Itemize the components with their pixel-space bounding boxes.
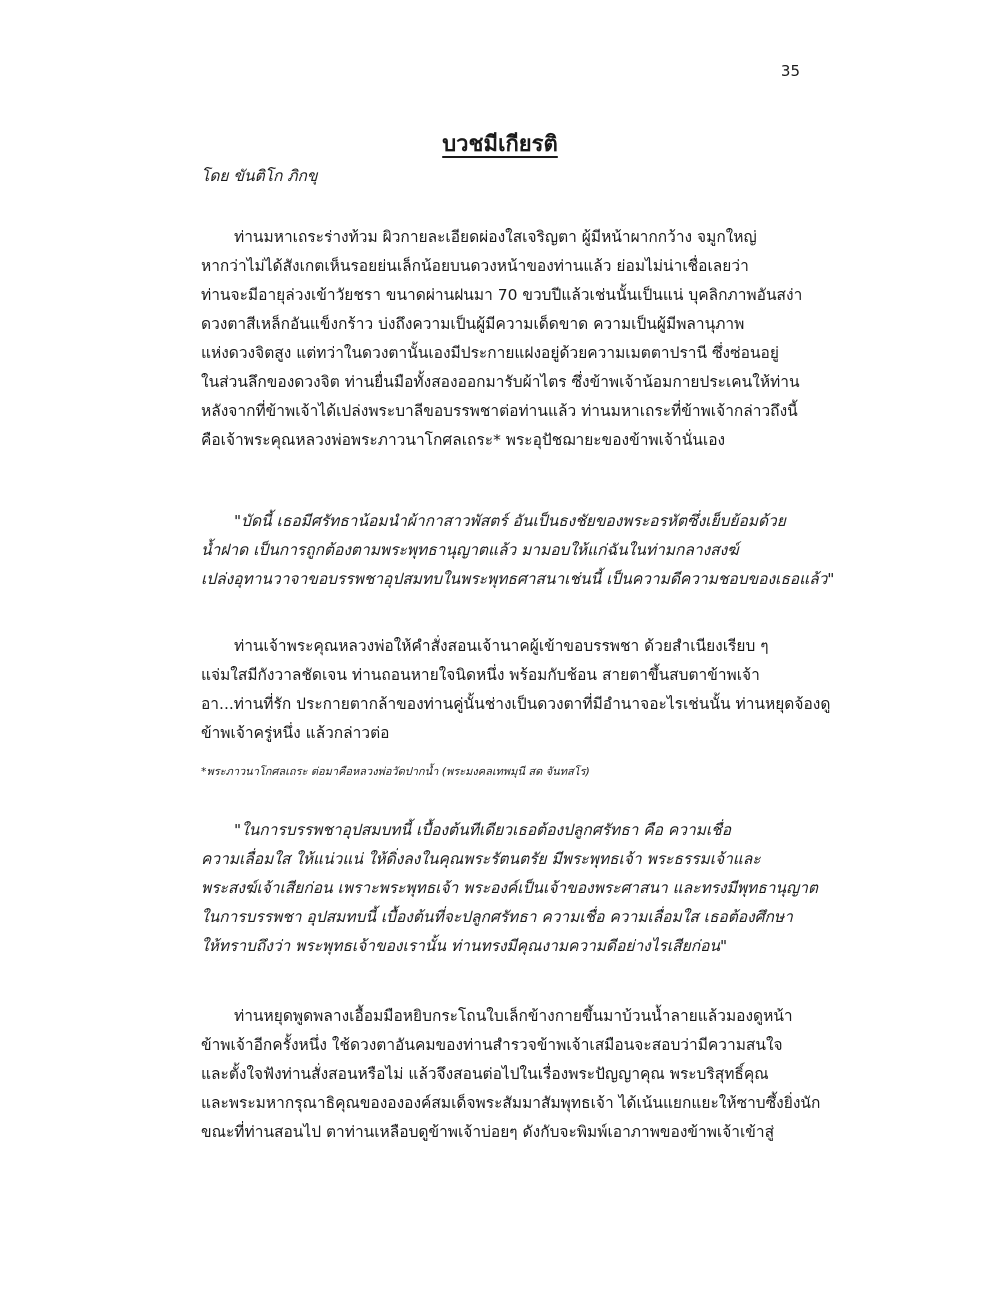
paragraph-line: ท่านหยุดพูดพลางเอื้อมมือหยิบกระโถนใบเล็กข้างกายขึ้นมาบ้วนน้ำลายแล้วมองดูหน้า (234, 1007, 793, 1025)
paragraph-line: ข้าพเจ้าครู่หนึ่ง แล้วกล่าวต่อ (201, 724, 390, 742)
paragraph-line: ในส่วนลึกของดวงจิต ท่านยื่นมือทั้งสองออกมารับผ้าไตร ซึ่งข้าพเจ้าน้อมกายประเคนให้ท่าน (201, 373, 800, 391)
paragraph-line: และตั้งใจฟังท่านสั่งสอนหรือไม่ แล้วจึงสอนต่อไปในเรื่องพระปัญญาคุณ พระบริสุทธิ์คุณ (201, 1065, 769, 1083)
paragraph-2 (201, 632, 831, 748)
page-number: 35 (780, 62, 800, 80)
quote-line: น้ำฝาด เป็นการถูกต้องตามพระพุทธานุญาตแล้ว มามอบให้แก่ฉันในท่ามกลางสงฆ์ (201, 541, 739, 559)
paragraph-3 (201, 1002, 821, 1147)
paragraph-line: แจ่มใสมีกังวาลชัดเจน ท่านถอนหายใจนิดหนึ่ง พร้อมกับช้อน สายตาขึ้นสบตาข้าพเจ้า (201, 666, 760, 684)
quote-line: ในการบรรพชา อุปสมทบนี้ เบื้องต้นที่จะปลูกศรัทธา ความเชื่อ ความเลื่อมใส เธอต้องศึกษา (201, 908, 793, 926)
quote-line: "ในการบรรพชาอุปสมบทนี้ เบื้องต้นทีเดียวเธอต้องปลูกศรัทธา คือ ความเชื่อ (234, 821, 732, 839)
quote-line: ให้ทราบถึงว่า พระพุทธเจ้าของเรานั้น ท่านทรงมีคุณงามความดีอย่างไรเสียก่อน" (201, 937, 728, 955)
page-title: บวชมีเกียรติ (442, 132, 558, 157)
paragraph-line: คือเจ้าพระคุณหลวงพ่อพระภาวนาโกศลเถระ* พระอุปัชฌายะของข้าพเจ้านั่นเอง (201, 431, 726, 449)
paragraph-line: และพระมหากรุณาธิคุณของององค์สมเด็จพระสัมมาสัมพุทธเจ้า ได้เน้นแยกแยะให้ซาบซึ้งยิ่งนัก (201, 1094, 821, 1112)
quote-paragraph-1 (201, 507, 835, 594)
paragraph-line: ขณะที่ท่านสอนไป ตาท่านเหลือบดูข้าพเจ้าบ่อยๆ ดังกับจะพิมพ์เอาภาพของข้าพเจ้าเข้าสู่ (201, 1123, 775, 1141)
paragraph-line: ท่านเจ้าพระคุณหลวงพ่อให้คำสั่งสอนเจ้านาคผู้เข้าขอบรรพชา ด้วยสำเนียงเรียบ ๆ (234, 637, 769, 655)
quote-paragraph-2 (201, 816, 821, 961)
quote-line: "บัดนี้ เธอมีศรัทธาน้อมนำผ้ากาสาวพัสตร์ อันเป็นธงชัยของพระอรหัตซึ่งเย็บย้อมด้วย (234, 512, 786, 530)
footnote: *พระภาวนาโกศลเถระ ต่อมาคือหลวงพ่อวัดปากน้ำ (พระมงคลเทพมุนี สด จันทสโร) (201, 765, 590, 778)
author-byline: โดย ขันติโก ภิกขุ (201, 167, 318, 185)
paragraph-line: หากว่าไม่ได้สังเกตเห็นรอยย่นเล็กน้อยบนดวงหน้าของท่านแล้ว ย่อมไม่น่าเชื่อเลยว่า (201, 257, 749, 275)
paragraph-1 (201, 223, 821, 455)
paragraph-line: ข้าพเจ้าอีกครั้งหนึ่ง ใช้ดวงตาอันคมของท่านสำรวจข้าพเจ้าเสมือนจะสอบว่ามีความสนใจ (201, 1036, 783, 1054)
quote-line: พระสงฆ์เจ้าเสียก่อน เพราะพระพุทธเจ้า พระองค์เป็นเจ้าของพระศาสนา และทรงมีพุทธานุญาต (201, 879, 818, 897)
paragraph-line: ท่านจะมีอายุล่วงเข้าวัยชรา ขนาดผ่านฝนมา 70 ขวบปีแล้วเช่นนั้นเป็นแน่ บุคลิกภาพอันสง่า (201, 286, 803, 304)
paragraph-line: หลังจากที่ข้าพเจ้าได้เปล่งพระบาลีขอบรรพชาต่อท่านแล้ว ท่านมหาเถระที่ข้าพเจ้ากล่าวถึงนี้ (201, 402, 798, 420)
quote-line: เปล่งอุทานวาจาขอบรรพชาอุปสมทบในพระพุทธศาสนาเช่นนี้ เป็นความดีความชอบของเธอแล้ว" (201, 570, 835, 588)
quote-line: ความเลื่อมใส ให้แน่วแน่ ให้ดิ่งลงในคุณพระรัตนตรัย มีพระพุทธเจ้า พระธรรมเจ้าและ (201, 850, 761, 868)
paragraph-line: แห่งดวงจิตสูง แต่ทว่าในดวงตานั้นเองมีประกายแฝงอยู่ด้วยความเมตตาปรานี ซึ่งซ่อนอยู่ (201, 344, 779, 362)
paragraph-line: ดวงตาสีเหล็กอันแข็งกร้าว บ่งถึงความเป็นผู้มีความเด็ดขาด ความเป็นผู้มีพลานุภาพ (201, 315, 745, 333)
paragraph-line: ท่านมหาเถระร่างท้วม ผิวกายละเอียดผ่องใสเจริญตา ผู้มีหน้าผากกว้าง จมูกใหญ่ (234, 228, 757, 246)
paragraph-line: อา...ท่านที่รัก ประกายตากล้าของท่านคู่นั้นช่างเป็นดวงตาที่มีอำนาจอะไรเช่นนั้น ท่านหยุดจ้องดู (201, 695, 831, 713)
